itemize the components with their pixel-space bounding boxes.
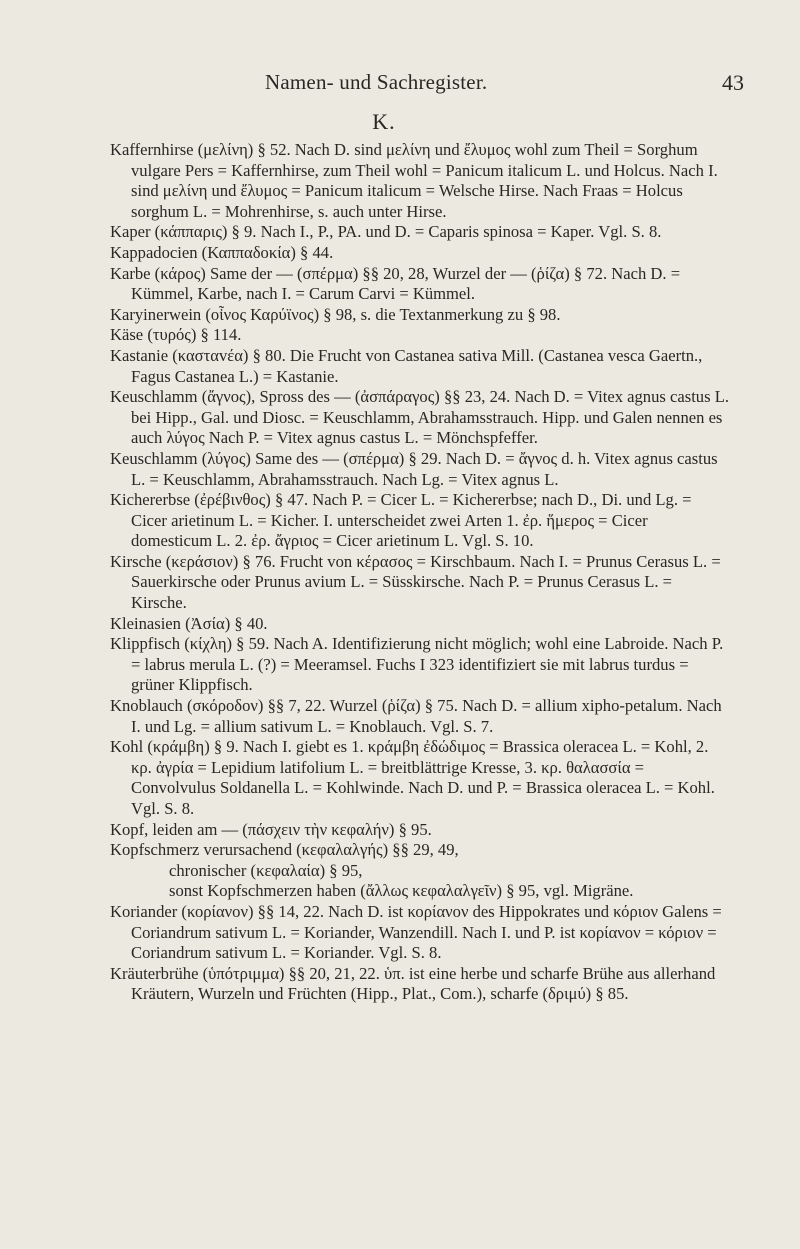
register-entry: Kleinasien (Ἀσία) § 40.: [110, 613, 268, 633]
register-entry: Keuschlamm (ἄγνος), Spross des — (ἀσπάραγος) §§ 23, 24. Nach D. = Vitex agnus castus L. bei Hipp., Gal. und Diosc. = Keuschlamm, Abrahamsstrauch. Hipp. und Galen nennen es auch λύγος Nach P. = Vitex agnus castus L. = Mönchspfeffer.: [110, 387, 729, 448]
register-entry: Koriander (κορίανον) §§ 14, 22. Nach D. ist κορίανον des Hippokrates und κόριον Galens = Coriandrum sativum L. = Koriander, Wanzendill. Nach I. und P. ist κορίανον = κόριον = Coriandrum sativum L. = Koriander. Vgl. S. 8.: [110, 901, 722, 963]
register-entry: Käse (τυρός) § 114.: [110, 325, 242, 345]
register-entry: Karbe (κάρος) Same der — (σπέρμα) §§ 20, 28, Wurzel der — (ῥίζα) § 72. Nach D. = Kümmel, Karbe, nach I. = Carum Carvi = Kümmel.: [110, 263, 681, 304]
register-entry: Kopfschmerz verursachend (κεφαλαλγής) §§ 29, 49,: [110, 840, 459, 860]
register-subentry: chronischer (κεφαλαία) § 95,: [169, 860, 363, 880]
page-number: 43: [722, 70, 744, 95]
register-entry: Kaper (κάππαρις) § 9. Nach I., P., PA. und D. = Caparis spinosa = Kaper. Vgl. S. 8.: [110, 222, 662, 242]
register-entry: Kichererbse (ἐρέβινθος) § 47. Nach P. = Cicer L. = Kichererbse; nach D., Di. und Lg. = Cicer arietinum L. = Kicher. I. unterscheidet zwei Arten 1. ἐρ. ἥμερος = Cicer domesticum L. 2. ἐρ. ἄγριος = Cicer arietinum L. Vgl. S. 10.: [110, 490, 692, 551]
register-entry: Kräuterbrühe (ὑπότριμμα) §§ 20, 21, 22. ὑπ. ist eine herbe und scharfe Brühe aus allerhand Kräutern, Wurzeln und Früchten (Hipp., Plat., Com.), scharfe (δριμύ) § 85.: [110, 963, 716, 1004]
register-entry: Klippfisch (κίχλη) § 59. Nach A. Identifizierung nicht möglich; wohl eine Labroide. Nach P. = labrus merula L. (?) = Meeramsel. Fuchs I 323 identifiziert sie mit labrus turdus = grüner Klippfisch.: [110, 634, 724, 695]
section-letter: K.: [372, 109, 396, 134]
register-entry: Kastanie (κασταvέα) § 80. Die Frucht von Castanea sativa Mill. (Castanea vesca Gaertn., Fagus Castanea L.) = Kastanie.: [110, 345, 703, 386]
register-entry: Keuschlamm (λύγος) Same des — (σπέρμα) § 29. Nach D. = ἄγνος d. h. Vitex agnus castus L. = Keuschlamm, Abrahamsstrauch. Nach Lg. = Vitex agnus L.: [110, 448, 718, 489]
page-title: Namen- und Sachregister.: [265, 70, 488, 94]
register-entries: [110, 140, 730, 1005]
register-subentry: sonst Kopfschmerzen haben (ἄλλως κεφαλαλγεῖν) § 95, vgl. Migräne.: [169, 881, 634, 901]
register-entry: Kaffernhirse (μελίνη) § 52. Nach D. sind μελίνη und ἔλυμος wohl zum Theil = Sorghum vulgare Pers = Kaffernhirse, zum Theil wohl = Panicum italicum L. und Holcus. Nach I. sind μελίνη und ἔλυμος = Panicum italicum = Welsche Hirse. Nach Fraas = Holcus sorghum L. = Mohrenhirse, s. auch unter Hirse.: [110, 140, 718, 221]
register-entry: Karyinerwein (οἶνος Καρύϊνος) § 98, s. die Textanmerkung zu § 98.: [110, 304, 561, 324]
register-entry: Kirsche (κεράσιον) § 76. Frucht von κέρασος = Kirschbaum. Nach I. = Prunus Cerasus L. = Sauerkirsche oder Prunus avium L. = Süsskirsche. Nach P. = Prunus Cerasus L. = Kirsche.: [110, 551, 721, 613]
running-head: [0, 70, 800, 100]
register-entry: Kohl (κράμβη) § 9. Nach I. giebt es 1. κράμβη ἐδώδιμος = Brassica oleracea L. = Kohl, 2. κρ. ἀγρία = Lepidium latifolium L. = breitblättrige Kresse, 3. κρ. θαλασσία = Convolvulus Soldanella L. = Kohlwinde. Nach D. und P. = Brassica oleracea L. = Kohl. Vgl. S. 8.: [110, 737, 715, 818]
register-entry: Knoblauch (σκόροδον) §§ 7, 22. Wurzel (ῥίζα) § 75. Nach D. = allium xipho-petalum. Nach I. und Lg. = allium sativum L. = Knoblauch. Vgl. S. 7.: [110, 696, 722, 736]
register-entry: Kappadocien (Καππαδοκία) § 44.: [110, 242, 334, 262]
register-entry: Kopf, leiden am — (πάσχειν τὴν κεφαλήν) § 95.: [110, 819, 432, 839]
